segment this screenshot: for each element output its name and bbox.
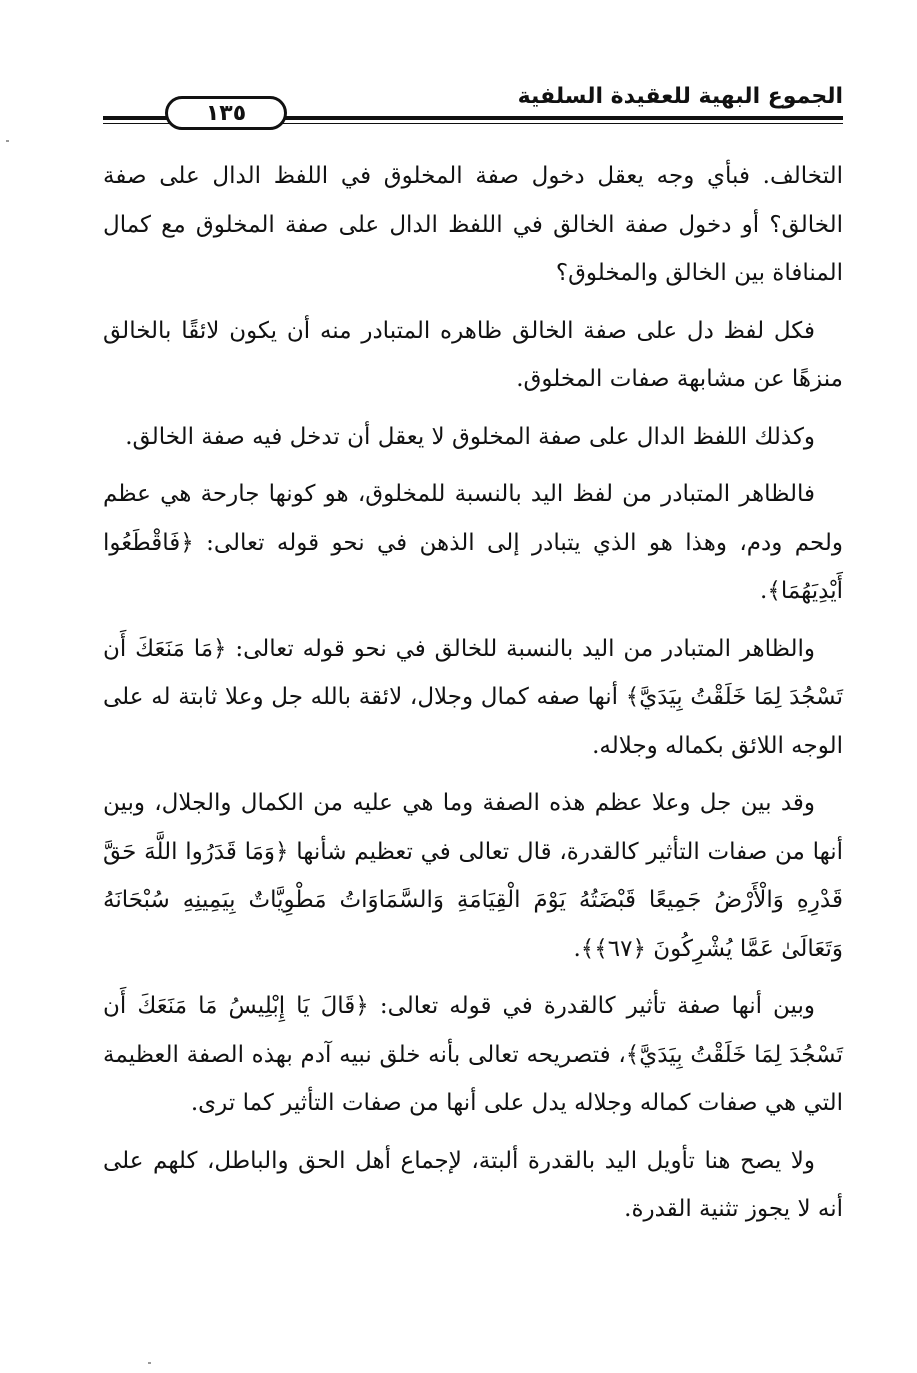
paragraph: فكل لفظ دل على صفة الخالق ظاهره المتبادر منه أن يكون لائقًا بالخالق منزهًا عن مشابهة صفات المخلوق. [103, 317, 843, 392]
paragraph: وقد بين جل وعلا عظم هذه الصفة وما هي عليه من الكمال والجلال، وبين أنها من صفات التأثير كالقدرة، قال تعالى في تعظيم شأنها ﴿وَمَا قَدَرُوا اللَّهَ حَقَّ قَدْرِهِ وَالْأَرْضُ جَمِيعًا قَبْضَتُهُ يَوْمَ الْقِيَامَةِ وَالسَّمَاوَاتُ مَطْوِيَّاتٌ بِيَمِينِهِ سُبْحَانَهُ وَتَعَالَىٰ عَمَّا يُشْرِكُونَ ﴿٦٧﴾﴾. [103, 790, 843, 962]
running-title: الجموع البهية للعقيدة السلفية [517, 84, 843, 109]
page-body [103, 152, 843, 1243]
paragraph: التخالف. فبأي وجه يعقل دخول صفة المخلوق في اللفظ الدال على صفة الخالق؟ أو دخول صفة الخالق في اللفظ الدال على صفة المخلوق مع كمال المنافاة بين الخالق والمخلوق؟ [103, 163, 843, 286]
paragraph: وكذلك اللفظ الدال على صفة المخلوق لا يعقل أن تدخل فيه صفة الخالق. [125, 423, 815, 450]
paragraph: فالظاهر المتبادر من لفظ اليد بالنسبة للمخلوق، هو كونها جارحة هي عظم ولحم ودم، وهذا هو الذي يتبادر إلى الذهن في نحو قوله تعالى: ﴿فَاقْطَعُوا أَيْدِيَهُمَا﴾. [103, 481, 843, 604]
page-header [103, 82, 843, 130]
paragraph: والظاهر المتبادر من اليد بالنسبة للخالق في نحو قوله تعالى: ﴿مَا مَنَعَكَ أَن تَسْجُدَ لِمَا خَلَقْتُ بِيَدَيَّ﴾ أنها صفه كمال وجلال، لائقة بالله جل وعلا ثابتة له على الوجه اللائق بكماله وجلاله. [103, 635, 843, 759]
paragraph: وبين أنها صفة تأثير كالقدرة في قوله تعالى: ﴿قَالَ يَا إِبْلِيسُ مَا مَنَعَكَ أَن تَسْجُدَ لِمَا خَلَقْتُ بِيَدَيَّ﴾، فتصريحه تعالى بأنه خلق نبيه آدم بهذه الصفة العظيمة التي هي صفات كماله وجلاله يدل على أنها من صفات التأثير كما ترى. [103, 993, 843, 1116]
paragraph: ولا يصح هنا تأويل اليد بالقدرة ألبتة، لإجماع أهل الحق والباطل، كلهم على أنه لا يجوز تثنية القدرة. [103, 1147, 843, 1222]
scan-mark [148, 1362, 151, 1364]
page-number-badge [165, 96, 287, 130]
scan-mark [6, 140, 9, 142]
page-number: ١٣٥ [205, 100, 247, 126]
